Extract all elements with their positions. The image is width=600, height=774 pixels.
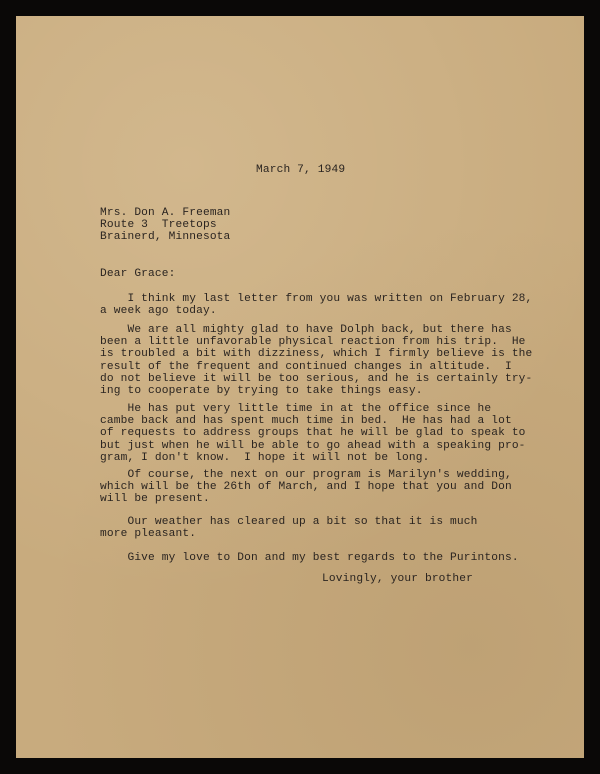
- letter-date: March 7, 1949: [256, 164, 346, 176]
- paragraph-line: more pleasant.: [100, 528, 197, 541]
- paragraph-line: will be present.: [100, 493, 210, 506]
- paragraph-line: cambe back and has spent much time in bed. He has had a lot: [100, 415, 512, 428]
- paragraph-line: gram, I don't know. I hope it will not be long.: [100, 451, 430, 464]
- paragraph-line: been a little unfavorable physical reaction from his trip. He: [100, 336, 526, 349]
- paragraph-line: but just when he will be able to go ahead with a speaking pro-: [100, 439, 526, 452]
- letter-page: [16, 16, 584, 758]
- paragraph-3: [100, 403, 550, 464]
- paragraph-6: [100, 552, 550, 564]
- salutation: Dear Grace:: [100, 268, 176, 280]
- paragraph-2: [100, 324, 550, 397]
- paragraph-line: of requests to address groups that he will be glad to speak to: [100, 427, 526, 440]
- paragraph-line: do not believe it will be too serious, and he is certainly try-: [100, 372, 533, 385]
- paragraph-line: Our weather has cleared up a bit so that it is much: [100, 516, 478, 528]
- closing: Lovingly, your brother: [322, 573, 473, 585]
- paragraph-line: Of course, the next on our program is Marilyn's wedding,: [100, 469, 512, 481]
- paragraph-1: [100, 293, 550, 317]
- paragraph-line: a week ago today.: [100, 305, 217, 318]
- paragraph-line: result of the frequent and continued changes in altitude. I: [100, 360, 512, 373]
- address-line-route: Route 3 Treetops: [100, 219, 217, 232]
- paragraph-line: I think my last letter from you was written on February 28,: [100, 293, 533, 305]
- paragraph-line: Give my love to Don and my best regards to the Purintons.: [100, 552, 519, 564]
- paragraph-line: is troubled a bit with dizziness, which I firmly believe is the: [100, 348, 533, 361]
- recipient-address: [100, 207, 230, 244]
- paragraph-5: [100, 516, 550, 540]
- paragraph-line: which will be the 26th of March, and I hope that you and Don: [100, 481, 512, 494]
- paragraph-4: [100, 469, 550, 506]
- address-line-name: Mrs. Don A. Freeman: [100, 207, 231, 219]
- paragraph-line: ing to cooperate by trying to take things easy.: [100, 385, 423, 398]
- paragraph-line: We are all mighty glad to have Dolph back, but there has: [100, 324, 512, 336]
- address-line-city: Brainerd, Minnesota: [100, 231, 231, 244]
- paragraph-line: He has put very little time in at the office since he: [100, 403, 492, 415]
